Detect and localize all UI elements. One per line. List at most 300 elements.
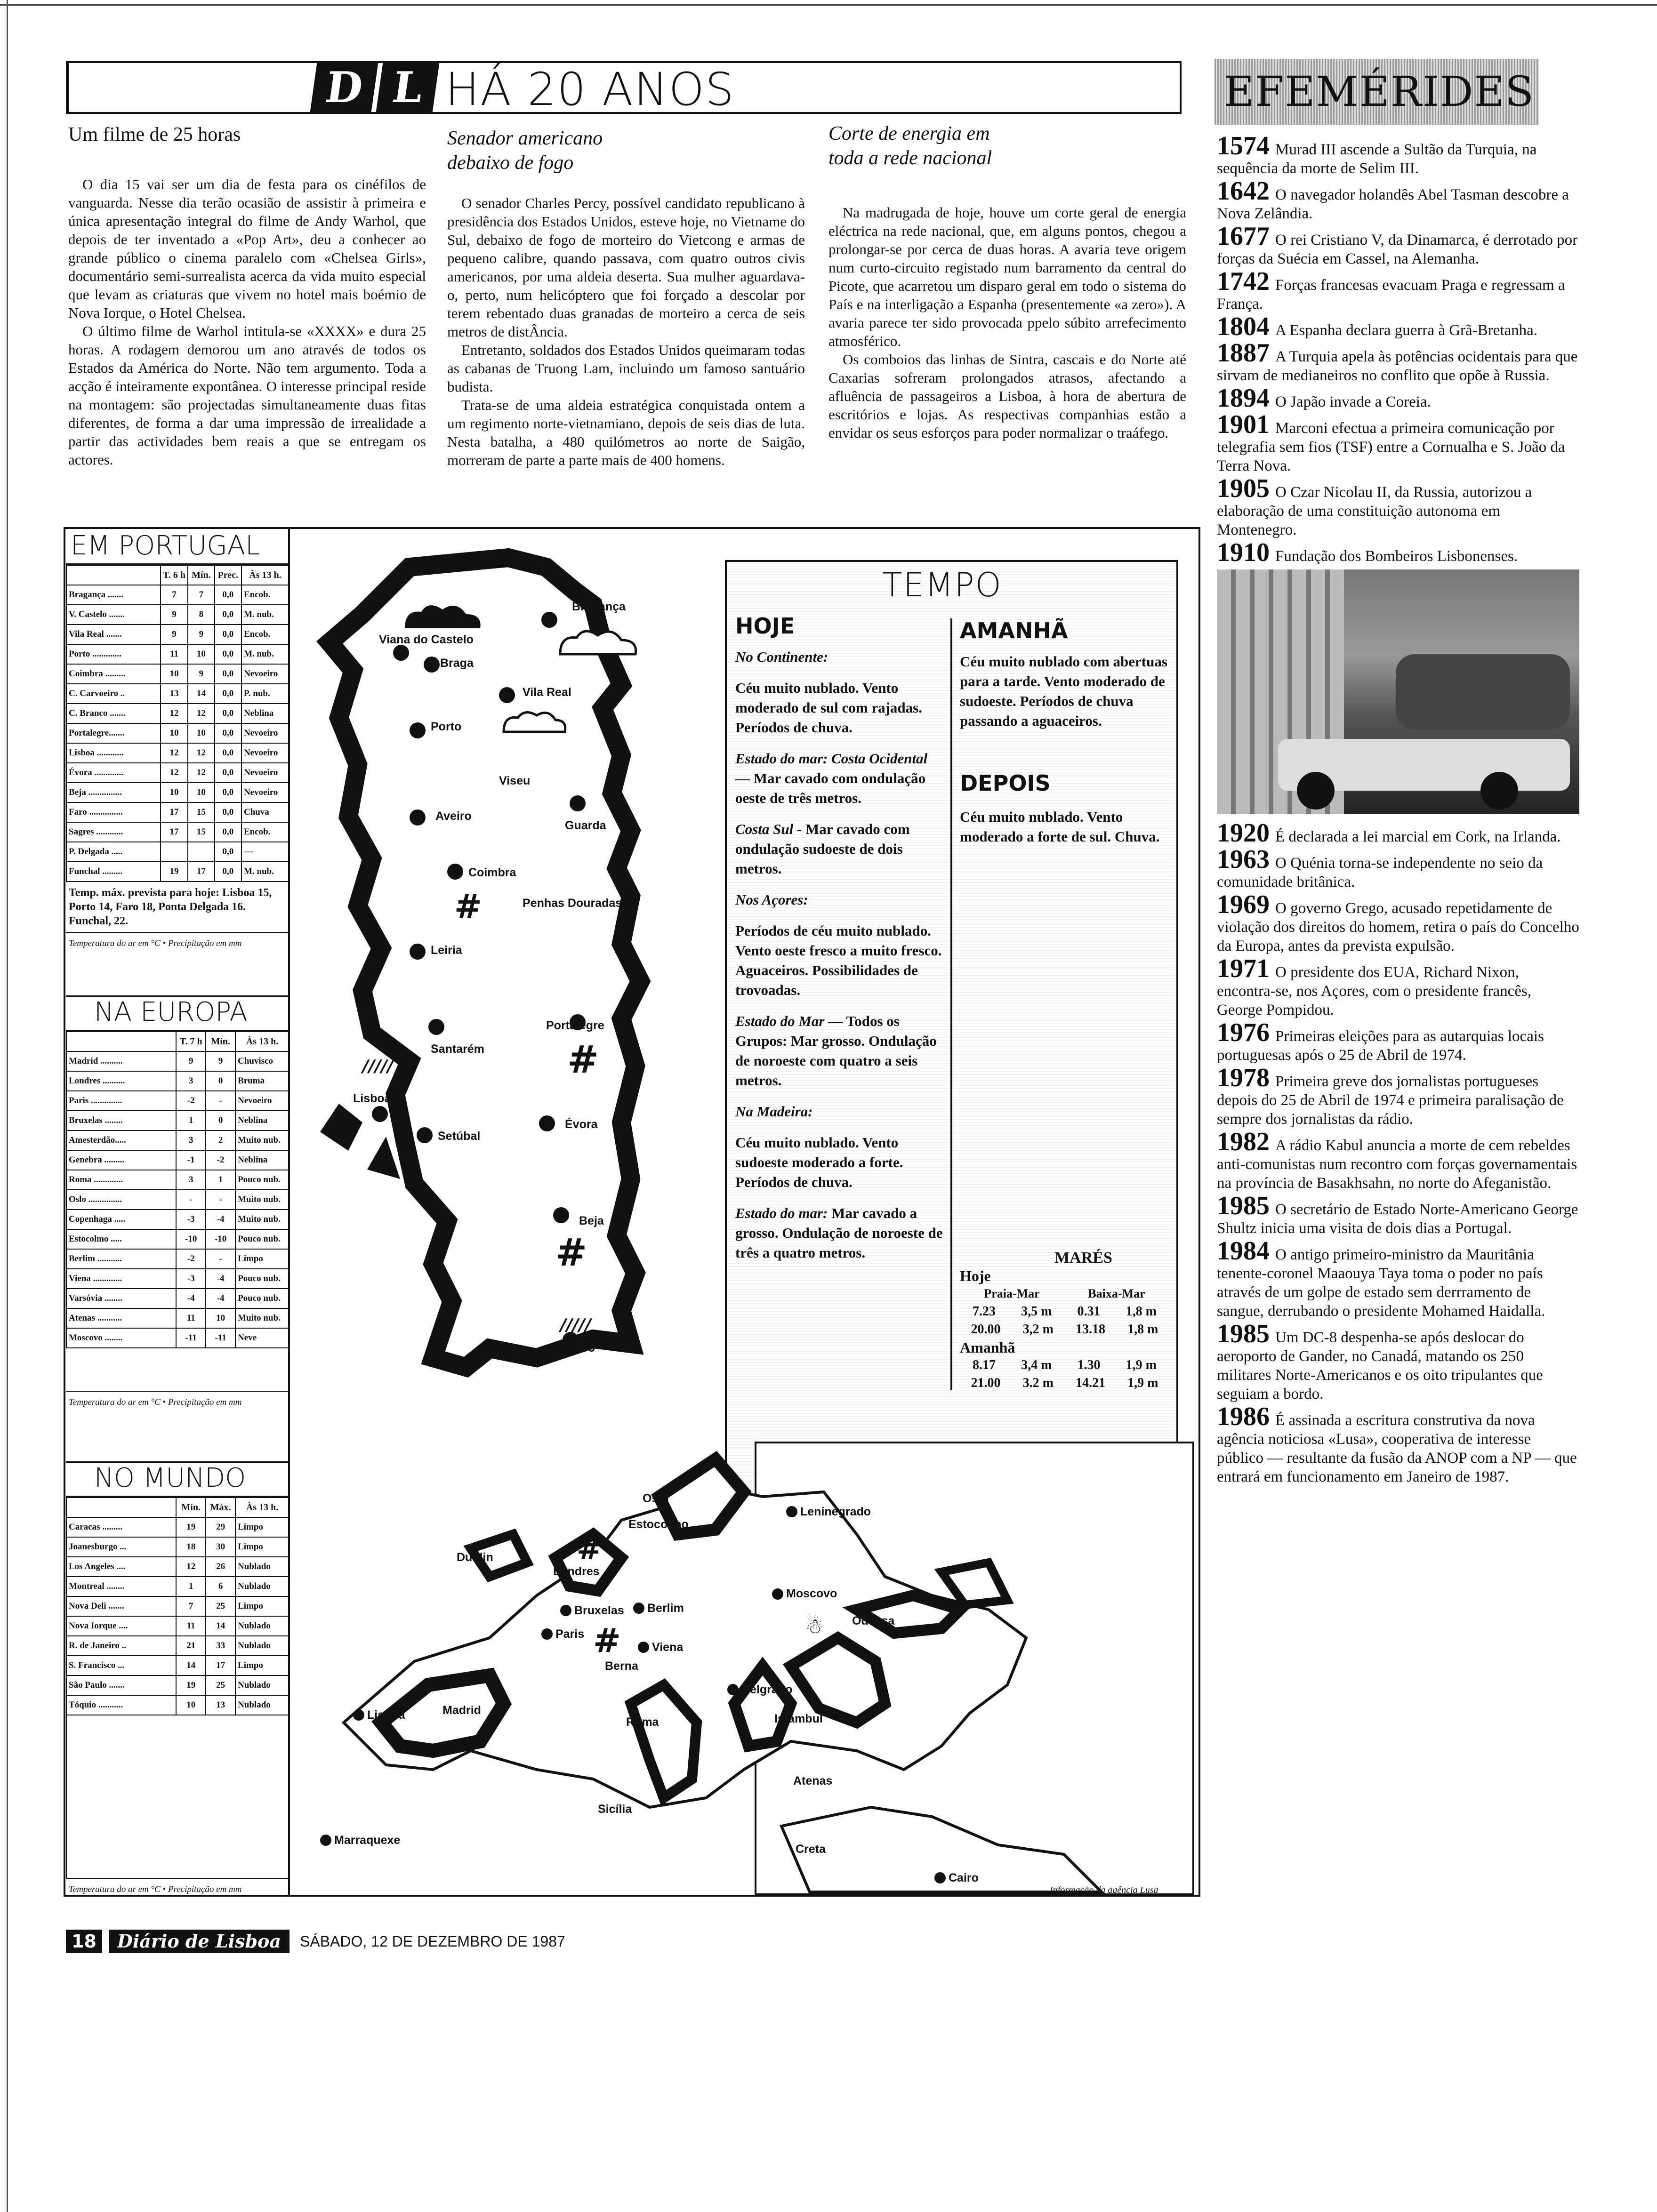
efemeride-entry	[1217, 176, 1579, 223]
mares-row	[960, 1356, 1169, 1374]
table-cell: Chuvisco	[235, 1051, 289, 1071]
table-cell: Coimbra .........	[66, 664, 161, 684]
table-cell: -2	[176, 1249, 206, 1269]
tempo-paragraph: Estado do Mar — Todos os Grupos: Mar grosso. Ondulação de noroeste com quatro a seis metros.	[735, 1013, 937, 1089]
table-cell: 10	[161, 723, 188, 743]
table-cell: Évora .............	[66, 763, 161, 783]
mares-row	[960, 1321, 1169, 1338]
table-header-row	[66, 1032, 289, 1051]
table-cell: 17	[161, 802, 188, 822]
map-city-label: Estocolmo	[628, 1518, 689, 1531]
tempo-paragraph: Céu muito nublado. Vento moderado de sul com rajadas. Períodos de chuva.	[735, 680, 922, 736]
city-dot	[727, 1684, 739, 1695]
table-cell: São Paulo .......	[66, 1675, 176, 1695]
efemeride-text: Primeiras eleições para as autarquias locais portuguesas após o 25 de Abril de 1974.	[1217, 1028, 1544, 1064]
table-cell: -10	[176, 1229, 206, 1249]
efemeride-year: 1894	[1217, 384, 1270, 413]
efemeride-year: 1742	[1217, 267, 1270, 296]
table-cell: 10	[188, 783, 215, 802]
table-cell: 0,0	[215, 802, 241, 822]
table-cell: 12	[176, 1557, 206, 1577]
table-cell: 12	[161, 704, 188, 723]
table-row	[66, 644, 289, 664]
paper-name: Diário de Lisboa	[109, 1930, 290, 1953]
efemeride-year: 1677	[1217, 222, 1270, 251]
table-cell: -2	[176, 1091, 206, 1111]
city-dot	[539, 1115, 555, 1131]
efemeride-entry	[1217, 1402, 1579, 1486]
table-cell: M. nub.	[241, 644, 289, 664]
mundo-table-title: NO MUNDO	[66, 1461, 290, 1497]
efemeride-entry	[1217, 410, 1579, 475]
table-cell: 0,0	[215, 743, 241, 763]
table-cell: 3	[176, 1071, 206, 1091]
fog-icon: #	[577, 1532, 602, 1567]
mares-cell: 1,9 m	[1126, 1358, 1157, 1372]
city-dot	[633, 1603, 644, 1614]
tempo-paragraph: Céu muito nublado. Vento sudoeste moderado a forte. Períodos de chuva.	[735, 1134, 903, 1190]
map-city-label: Cairo	[949, 1871, 979, 1884]
efemeride-text: A Turquia apela às potências ocidentais para que sirvam de medianeiros no conflito que opõe à Russia.	[1217, 348, 1578, 384]
table-cell: P. nub.	[241, 684, 289, 704]
map-city-label: Madrid	[442, 1704, 481, 1717]
city-dot	[372, 1106, 388, 1122]
mares-row	[960, 1303, 1169, 1321]
table-cell: 9	[161, 625, 188, 644]
efemeride-year: 1963	[1217, 845, 1270, 874]
table-cell: Nevoeiro	[241, 664, 289, 684]
map-city-label: Portalegre	[546, 1019, 604, 1032]
article-paragraph: Na madrugada de hoje, houve um corte geral de energia eléctrica na rede nacional, que, em alguns pontos, chegou a prolongar-se por cerca de duas horas. A avaria teve origem num curto-circuito registado num barramento da central do Picote, que acarretou um disparo geral em todo o sistema do País e na interligação a Espanha (presentemente «a zero»). A avaria parece ter sido provocada ppelo súbito arrefecimento atmosférico.	[828, 204, 1186, 349]
table-cell: 26	[206, 1557, 235, 1577]
table-cell: Moscovo ........	[66, 1328, 176, 1348]
table-header	[66, 1498, 176, 1517]
table-cell: Nova Iorque ....	[66, 1616, 176, 1636]
table-row	[66, 1051, 289, 1071]
efemeride-text: Primeira greve dos jornalistas portugueses depois do 25 de Abril de 1974 e primeira paralisação de sempre dos jornalistas da rádio.	[1217, 1073, 1564, 1128]
article-paragraph: O senador Charles Percy, possível candidato republicano à presidência dos Estados Unidos, esteve hoje, no Vietname do Sul, debaixo de fogo de morteiro do Vietcong e armas de pequeno calibre, quando passava, com quatro outros civis americanos, por uma aldeia deserta. Sua mulher aguardava-o, perto, num helicóptero que foi forçado a descolar por terem rebentado duas granadas de morteiro a cerca de seis metros de distÂncia.	[447, 195, 805, 340]
table-row	[66, 783, 289, 802]
portugal-forecast-note: Temp. máx. prevista para hoje: Lisboa 15, Porto 14, Faro 18, Ponta Delgada 16. Funchal, 22.	[66, 882, 290, 933]
scan-left-border	[7, 0, 8, 2212]
table-cell: 7	[176, 1596, 206, 1616]
city-dot	[772, 1588, 783, 1600]
table-spacer	[66, 1348, 290, 1392]
table-cell: 9	[161, 605, 188, 625]
map-city-label: Penhas Douradas	[523, 897, 622, 910]
table-cell: M. nub.	[241, 862, 289, 882]
map-city-label: Roma	[626, 1715, 659, 1729]
mares-table	[960, 1249, 1169, 1392]
map-city-label: Lisboa	[353, 1092, 391, 1105]
city-dot	[553, 1207, 569, 1223]
table-cell: Joanesburgo ...	[66, 1537, 176, 1557]
efemeride-entry	[1217, 538, 1579, 567]
table-cell: Funchal .........	[66, 862, 161, 882]
table-header	[66, 565, 161, 585]
article-paragraph: O dia 15 vai ser um dia de festa para os cinéfilos de vanguarda. Nesse dia terão ocasião de assistir à primeira e única apresentação integral do filme de Andy Warhol, que depois de ter inventado a «Pop Art», deu a conhecer ao grande público o cinema paralelo com «Chelsea Girls», documentário semi-surrealista acerca da vida muito especial que levam as criaturas que vivem no hotel mais boémio de Nova Iorque, o Hotel Chelsea.	[68, 176, 426, 321]
mares-column-header: Praia-Mar	[984, 1287, 1040, 1300]
table-cell: Vila Real .......	[66, 625, 161, 644]
map-city-label: Berna	[605, 1659, 638, 1673]
europa-table-title: NA EUROPA	[66, 995, 290, 1031]
table-row	[66, 842, 289, 862]
article-body	[447, 194, 805, 469]
efemeride-year: 1982	[1217, 1127, 1270, 1156]
table-cell: Bragança .......	[66, 585, 161, 605]
efemeride-text: A rádio Kabul anuncia a morte de cem rebeldes anti-comunistas num recontro com forças governamentais na província de Basakhsahn, no norte do Afeganistão.	[1217, 1137, 1577, 1192]
efemeride-entry	[1217, 1127, 1579, 1193]
article-body	[828, 203, 1186, 442]
efemeride-text: O Japão invade a Coreia.	[1275, 393, 1431, 410]
map-city-label: Coimbra	[468, 866, 516, 879]
europe-map-credit: Informação da agência Lusa	[1050, 1885, 1158, 1895]
efemeride-entry	[1217, 222, 1579, 268]
map-city-label: Aveiro	[435, 809, 472, 823]
table-row	[66, 1596, 289, 1616]
table-cell: Nevoeiro	[235, 1091, 289, 1111]
map-city-label: Porto	[431, 720, 462, 733]
table-row	[66, 1308, 289, 1328]
table-row	[66, 1071, 289, 1091]
table-cell: 0,0	[215, 822, 241, 842]
table-cell: 15	[188, 822, 215, 842]
table-cell: Nublado	[235, 1675, 289, 1695]
table-cell: 0,0	[215, 644, 241, 664]
scan-top-border	[0, 4, 1657, 6]
table-cell: 0	[206, 1111, 235, 1130]
table-cell: Copenhaga .....	[66, 1210, 176, 1229]
table-row	[66, 1517, 289, 1537]
city-dot	[638, 1642, 649, 1653]
table-cell: Pouco nub.	[235, 1170, 289, 1190]
table-header: Às 13 h.	[235, 1032, 289, 1051]
table-cell: 1	[206, 1170, 235, 1190]
map-city-label: Leiria	[431, 944, 462, 957]
article-energia	[828, 121, 1186, 442]
table-row	[66, 1328, 289, 1348]
table-cell: 0,0	[215, 625, 241, 644]
table-row	[66, 1616, 289, 1636]
city-dot	[541, 612, 557, 628]
table-cell: Nublado	[235, 1695, 289, 1715]
map-city-label: Bruxelas	[574, 1604, 624, 1617]
table-cell: Pouco nub.	[235, 1229, 289, 1249]
map-city-label: Beja	[579, 1214, 604, 1227]
tempo-box	[725, 560, 1178, 1533]
tempo-title: TEMPO	[882, 566, 1002, 604]
table-cell: 33	[206, 1636, 235, 1656]
table-cell: 9	[188, 625, 215, 644]
table-cell: 14	[188, 684, 215, 704]
efemeride-text: O Czar Nicolau II, da Russia, autorizou a elaboração de uma constituição autonoma em Montenegro.	[1217, 484, 1532, 538]
city-dot	[428, 1019, 444, 1035]
table-cell: Beja ...............	[66, 783, 161, 802]
table-cell: 21	[176, 1636, 206, 1656]
efemeride-entry	[1217, 338, 1579, 385]
table-cell: 17	[206, 1656, 235, 1675]
section-title: HÁ 20 ANOS	[445, 63, 735, 116]
table-cell: Portalegre.......	[66, 723, 161, 743]
table-cell: Caracas .........	[66, 1517, 176, 1537]
fog-icon: #	[567, 1038, 599, 1082]
table-cell: 10	[161, 783, 188, 802]
mares-cell: 3,4 m	[1021, 1358, 1052, 1372]
table-cell: Limpo	[235, 1596, 289, 1616]
table-cell: Oslo ...............	[66, 1190, 176, 1210]
portugal-table-block	[66, 529, 290, 954]
map-city-label: Bragança	[572, 600, 626, 613]
tempo-hoje	[735, 613, 945, 1274]
table-cell: Muito nub.	[235, 1130, 289, 1150]
table-header	[66, 1032, 176, 1051]
city-dot	[320, 1835, 331, 1846]
portugal-weather-table	[66, 565, 290, 882]
table-cell: 7	[161, 585, 188, 605]
table-row	[66, 723, 289, 743]
snow-icon: ☃	[805, 1614, 824, 1638]
table-cell: -3	[176, 1269, 206, 1289]
table-cell: 12	[188, 763, 215, 783]
table-cell: Nublado	[235, 1636, 289, 1656]
table-cell: Nublado	[235, 1557, 289, 1577]
table-header: Mín.	[188, 565, 215, 585]
table-cell: Encob.	[241, 625, 289, 644]
article-headline: Um filme de 25 horas	[68, 124, 241, 145]
map-city-label: Évora	[565, 1118, 598, 1131]
table-cell: Bruxelas ........	[66, 1111, 176, 1130]
map-city-label: Creta	[796, 1843, 826, 1856]
efemeride-text: O navegador holandês Abel Tasman descobre a Nova Zelândia.	[1217, 186, 1569, 222]
efemeride-text: O rei Cristiano V, da Dinamarca, é derrotado por forças da Suécia em Cassel, na Alemanha.	[1217, 232, 1578, 267]
table-cell: Pouco nub.	[235, 1269, 289, 1289]
table-cell: 15	[188, 802, 215, 822]
mares-row	[960, 1374, 1169, 1392]
table-cell: 12	[161, 763, 188, 783]
efemeride-text: Um DC-8 despenha-se após deslocar do aeroporto de Gander, no Canadá, matando os 250 militares Norte-Americanos e os oito tripulantes que seguiam a bordo.	[1217, 1329, 1543, 1403]
mares-amanha-label: Amanhã	[960, 1339, 1015, 1356]
table-cell: Neblina	[241, 704, 289, 723]
table-cell: 0,0	[215, 585, 241, 605]
table-header: Mín.	[206, 1032, 235, 1051]
efemerides-title: EFEMÉRIDES	[1224, 67, 1535, 116]
table-row	[66, 1229, 289, 1249]
tempo-paragraph: Céu muito nublado. Vento moderado a forte de sul. Chuva.	[960, 809, 1160, 845]
mares-cell: 8.17	[973, 1358, 996, 1372]
table-row	[66, 822, 289, 842]
table-row	[66, 1656, 289, 1675]
table-row	[66, 1269, 289, 1289]
efemeride-text: O governo Grego, acusado repetidamente de violação dos direitos do homem, retira o país do Concelho da Europa, antes da prevista expulsão.	[1217, 900, 1579, 954]
table-cell: 11	[161, 644, 188, 664]
efemeride-text: O Quénia torna-se independente no seio da comunidade britânica.	[1217, 855, 1543, 890]
efemeride-year: 1642	[1217, 176, 1270, 206]
table-row	[66, 1249, 289, 1269]
table-row	[66, 664, 289, 684]
tempo-paragraph: No Continente:	[735, 649, 828, 665]
table-cell: Viena .............	[66, 1269, 176, 1289]
efemeride-entry	[1217, 267, 1579, 313]
mares-cell: 21.00	[971, 1376, 1001, 1390]
table-cell: -11	[176, 1328, 206, 1348]
mundo-weather-table	[66, 1497, 290, 1715]
table-cell: 0,0	[215, 605, 241, 625]
mundo-table-block	[66, 1461, 290, 1900]
table-row	[66, 684, 289, 704]
table-row	[66, 743, 289, 763]
table-cell: 3	[176, 1170, 206, 1190]
table-cell: Nevoeiro	[241, 783, 289, 802]
map-city-label: Viana do Castelo	[379, 633, 474, 646]
europa-weather-table	[66, 1031, 290, 1348]
efemeride-entry	[1217, 1018, 1579, 1065]
map-city-label: Faro	[570, 1341, 595, 1354]
table-cell: Montreal ........	[66, 1577, 176, 1596]
efemeride-year: 1971	[1217, 954, 1270, 983]
table-cell: Tóquio ...........	[66, 1695, 176, 1715]
table-cell: 0,0	[215, 862, 241, 882]
table-cell: 25	[206, 1596, 235, 1616]
table-cell: 3	[176, 1130, 206, 1150]
table-row	[66, 1289, 289, 1308]
efemerides-column	[1217, 131, 1579, 1490]
city-dot	[424, 657, 440, 673]
table-cell: Neve	[235, 1328, 289, 1348]
table-cell: 14	[206, 1616, 235, 1636]
mares-cell: 14.21	[1076, 1376, 1106, 1390]
table-row	[66, 1130, 289, 1150]
table-cell: Los Angeles ....	[66, 1557, 176, 1577]
mares-cell: 0.31	[1077, 1304, 1101, 1319]
map-city-label: Moscovo	[786, 1587, 837, 1600]
city-dot	[541, 1628, 553, 1640]
table-cell: 10	[188, 644, 215, 664]
efemeride-text: É declarada a lei marcial em Cork, na Irlanda.	[1275, 828, 1561, 845]
mares-cell: 3,2 m	[1022, 1322, 1054, 1337]
page-footer	[66, 1927, 772, 1956]
map-city-label: Lisboa	[367, 1708, 405, 1722]
rain-icon: /////	[560, 1315, 591, 1335]
map-city-label: Oslo	[643, 1492, 669, 1505]
fog-icon: #	[593, 1621, 621, 1660]
table-row	[66, 802, 289, 822]
efemeride-entry	[1217, 1236, 1579, 1321]
efemeride-entry	[1217, 1319, 1579, 1403]
table-cell: 13	[161, 684, 188, 704]
efemeride-year: 1986	[1217, 1402, 1270, 1431]
map-city-label: Sicília	[598, 1803, 632, 1816]
table-cell: Chuva	[241, 802, 289, 822]
logo-l: L	[376, 61, 440, 114]
tempo-paragraph: Nos Açores:	[735, 891, 808, 908]
portugal-table-title: EM PORTUGAL	[66, 529, 290, 565]
city-dot	[570, 795, 586, 811]
table-cell: 0,0	[215, 704, 241, 723]
efemeride-entry	[1217, 818, 1579, 848]
table-cell: 0,0	[215, 723, 241, 743]
map-city-label: Guarda	[565, 819, 606, 832]
portugal-city-labels	[292, 529, 725, 1459]
table-cell: -11	[206, 1328, 235, 1348]
efemeride-year: 1910	[1217, 538, 1270, 567]
efemeride-entry	[1217, 954, 1579, 1019]
table-header: Às 13 h.	[241, 565, 289, 585]
table-spacer	[66, 1715, 290, 1879]
fog-icon: #	[555, 1231, 587, 1274]
efemeride-year: 1920	[1217, 818, 1270, 848]
table-cell: R. de Janeiro ..	[66, 1636, 176, 1656]
table-row	[66, 1210, 289, 1229]
table-cell: Encob.	[241, 585, 289, 605]
article-body	[68, 175, 426, 469]
table-cell: -	[176, 1190, 206, 1210]
city-dot	[410, 722, 426, 738]
table-header-row	[66, 1498, 289, 1517]
table-row	[66, 625, 289, 644]
table-cell: -4	[176, 1289, 206, 1308]
map-city-label: Marraquexe	[334, 1834, 401, 1847]
table-cell: -4	[206, 1210, 235, 1229]
table-row	[66, 862, 289, 882]
city-dot	[393, 645, 409, 661]
table-cell: Limpo	[235, 1656, 289, 1675]
table-cell: Atenas ...........	[66, 1308, 176, 1328]
map-city-label: Paris	[555, 1627, 585, 1641]
efemeride-entry	[1217, 131, 1579, 178]
table-cell: 18	[176, 1537, 206, 1557]
table-cell: Varsóvia ........	[66, 1289, 176, 1308]
mares-cell: 1,8 m	[1126, 1304, 1157, 1319]
table-cell: —	[241, 842, 289, 862]
efemeride-year: 1969	[1217, 890, 1270, 919]
cloud-rain-icon	[400, 600, 485, 633]
table-cell: 19	[161, 862, 188, 882]
table-row	[66, 1636, 289, 1656]
efemeride-entry	[1217, 312, 1579, 341]
mares-cell: 1,9 m	[1127, 1376, 1158, 1390]
map-city-label: Berlim	[647, 1602, 684, 1615]
table-cell: 25	[206, 1675, 235, 1695]
efemeride-entry	[1217, 384, 1579, 413]
table-cell: Limpo	[235, 1249, 289, 1269]
table-cell: 11	[176, 1616, 206, 1636]
table-cell: Madrid ..........	[66, 1051, 176, 1071]
mares-cell: 13.18	[1076, 1322, 1106, 1337]
table-cell: 29	[206, 1517, 235, 1537]
map-city-label: Dublin	[457, 1551, 493, 1564]
logo-d: D	[310, 61, 378, 114]
city-dot	[934, 1872, 946, 1883]
table-cell: 10	[206, 1308, 235, 1328]
tempo-paragraph: Céu muito nublado com abertuas para a tarde. Vento moderado de sudoeste. Períodos de chuva passando a aguaceiros.	[960, 653, 1167, 729]
table-cell: 7	[188, 585, 215, 605]
mares-cell: 1,8 m	[1127, 1322, 1158, 1337]
europa-table-block	[66, 995, 290, 1413]
map-city-label: Braga	[440, 657, 474, 670]
table-cell: C. Carvoeiro ..	[66, 684, 161, 704]
efemeride-text: A Espanha declara guerra à Grã-Bretanha.	[1275, 322, 1538, 339]
table-cell: Muito nub.	[235, 1308, 289, 1328]
table-cell: 14	[176, 1656, 206, 1675]
efemeride-text: O antigo primeiro-ministro da Mauritânia tenente-coronel Maaouya Taya toma o poder no país através de um golpe de estado sem derrramento de sangue, derrubando o presidente Mohamed Haidalla.	[1217, 1246, 1545, 1320]
article-paragraph: Trata-se de uma aldeia estratégica conquistada ontem a um regimento norte-vietnamiano, depois de seis dias de luta. Nesta batalha, a 480 quilómetros ao norte de Saigão, morreram de parte a parte mais de 400 homens.	[447, 397, 805, 468]
table-cell: M. nub.	[241, 605, 289, 625]
table-header: T. 7 h	[176, 1032, 206, 1051]
efemeride-year: 1804	[1217, 312, 1270, 341]
edition-date: SÁBADO, 12 DE DEZEMBRO DE 1987	[300, 1932, 565, 1950]
article-headline: Corte de energia em toda a rede nacional	[828, 123, 992, 169]
mares-cell: 3.2 m	[1022, 1376, 1054, 1390]
